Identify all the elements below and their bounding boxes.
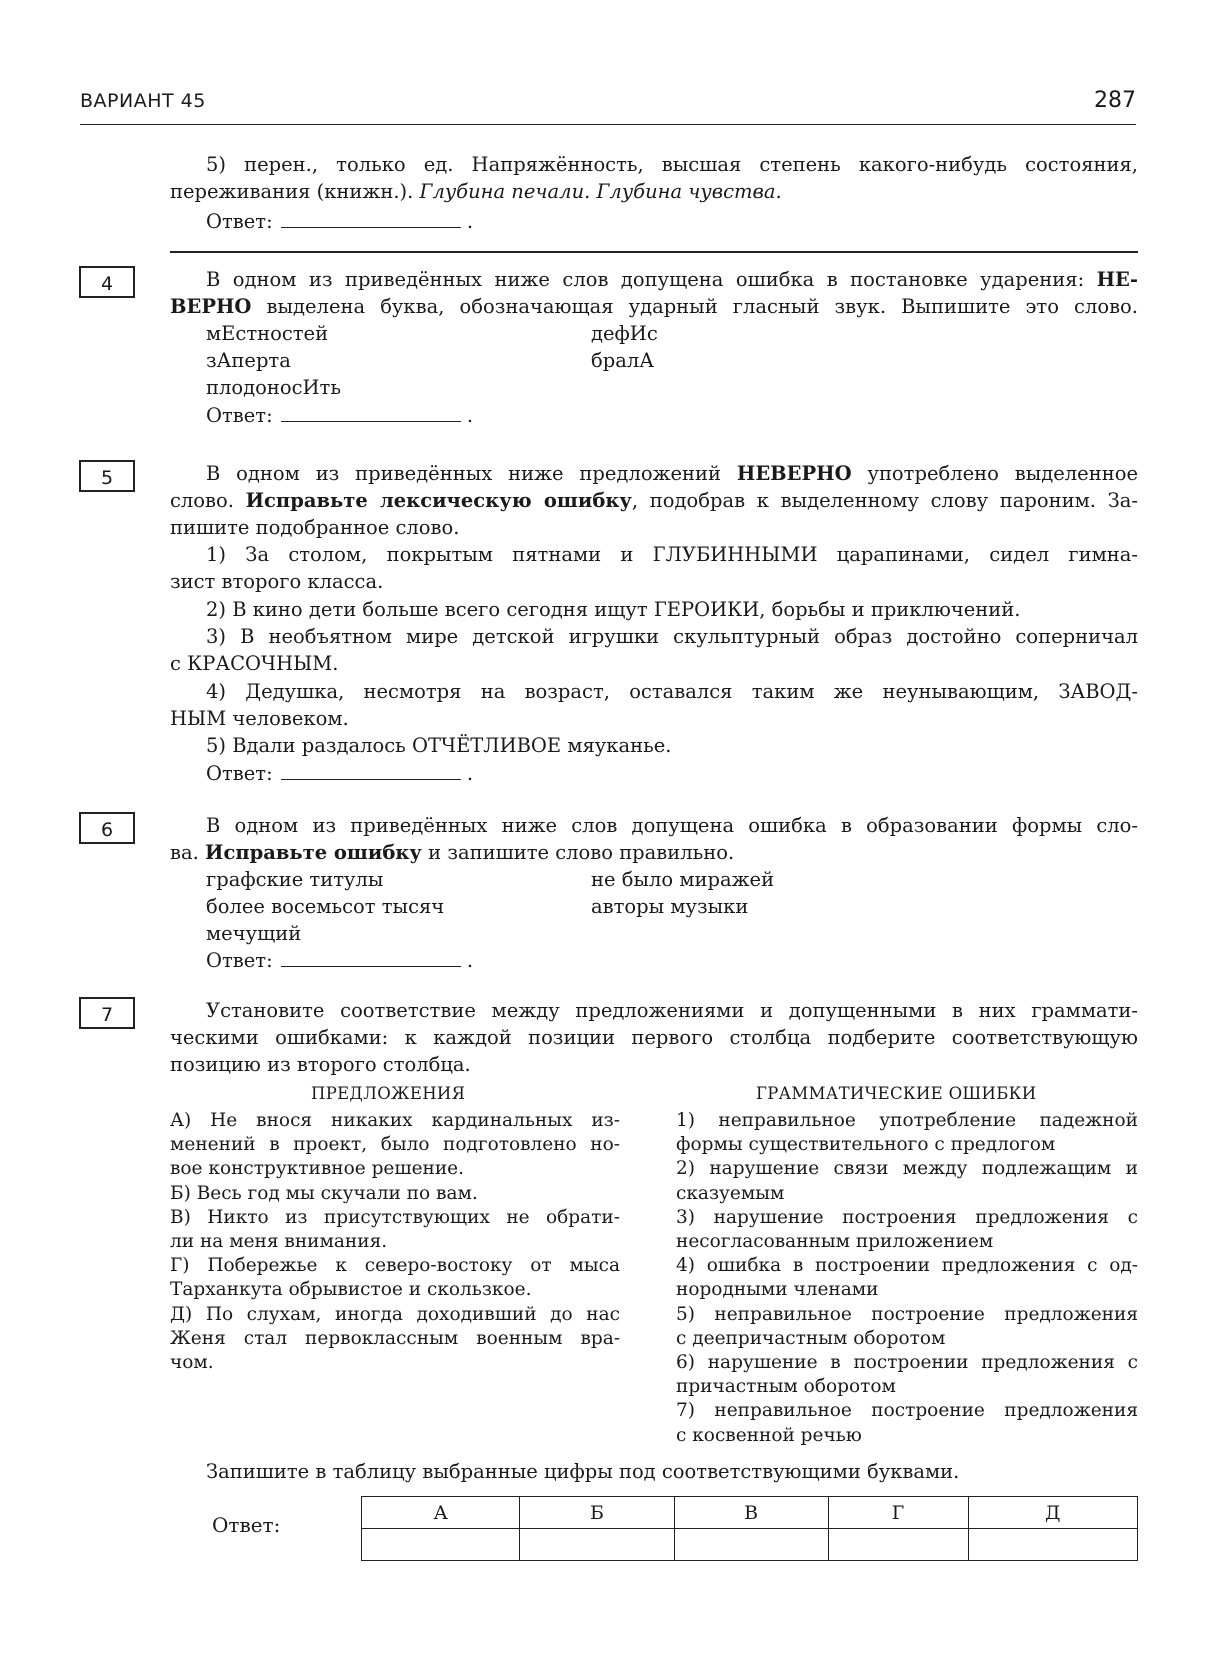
task6-bold: Исправьте ошибку [205, 841, 422, 864]
task-number-4: 4 [79, 266, 135, 298]
answer-label: Ответ: [206, 210, 273, 233]
error-line: 4) ошибка в построении предложения с од- [676, 1255, 1138, 1277]
task7-text: Установите соответствие между предложениями и допущенными в них граммати- [206, 999, 1138, 1022]
page-header [80, 84, 1136, 125]
error-line: 5) неправильное построение предложения [676, 1303, 1138, 1325]
answer-label: Ответ: [206, 762, 273, 785]
task6-text: В одном из приведённых ниже слов допущена ошибка в образовании формы сло- [206, 814, 1138, 837]
page-number: 287 [1094, 88, 1136, 113]
table-header-cell: Г [828, 1497, 968, 1529]
error-line: 3) нарушение построения предложения с [676, 1206, 1138, 1228]
separator [170, 251, 1138, 253]
word-option: бралА [591, 349, 655, 372]
sentence-line: ли на меня внимания. [170, 1231, 388, 1253]
task5-text: , подобрав к выделенному слову пароним. За- [631, 489, 1138, 512]
error-line: нородными членами [676, 1279, 879, 1301]
task-number-7: 7 [79, 997, 135, 1029]
sentence-4-cont: НЫМ человеком. [170, 707, 349, 730]
sentence-line: чом. [170, 1352, 214, 1374]
error-line: формы существительного с предлогом [676, 1134, 1056, 1156]
sentence-line: Д) По слухам, иногда доходивший до нас [170, 1303, 620, 1325]
word-option: мечущий [206, 922, 302, 945]
task5-text: употреблено выделенное [851, 462, 1138, 485]
sentences-column [170, 1109, 620, 1375]
sentence-line: Тарханкута обрывистое и скользкое. [170, 1279, 532, 1301]
sentence-line: вое конструктивное решение. [170, 1158, 465, 1180]
task6-answer: Ответ: . [206, 949, 474, 972]
error-line: с деепричастным оборотом [676, 1327, 946, 1349]
word-option: дефИс [591, 322, 658, 345]
table-header-cell: В [674, 1497, 828, 1529]
answer-label: Ответ: [206, 949, 273, 972]
column-title-right: ГРАММАТИЧЕСКИЕ ОШИБКИ [756, 1084, 1037, 1103]
sentence-5: 5) Вдали раздалось ОТЧЁТЛИВОЕ мяуканье. [206, 734, 672, 757]
error-line: причастным оборотом [676, 1376, 896, 1398]
answer-label: Ответ: [212, 1513, 281, 1537]
answer-table [361, 1496, 1138, 1561]
definition-text-2: переживания (книжн.). [170, 180, 420, 203]
table-header-cell: А [362, 1497, 520, 1529]
answer-line-3: Ответ: . [206, 210, 474, 233]
error-line: несогласованным приложением [676, 1231, 994, 1253]
sentence-text: 1) За столом, покрытым пятнами и ГЛУБИННЫМИ царапинами, сидел гимна- [206, 543, 1138, 566]
task6-text: ва. [170, 841, 206, 864]
word-option: более восемьсот тысяч [206, 895, 445, 918]
word-option: мЕстностей [206, 322, 329, 345]
task5-answer: Ответ: . [206, 762, 474, 785]
task4-line-2 [170, 293, 1138, 320]
column-title-left: ПРЕДЛОЖЕНИЯ [311, 1084, 466, 1103]
task4-line-1 [206, 266, 1138, 293]
task7-line-1 [206, 997, 1138, 1024]
sentence-line: Женя стал первоклассным военным вра- [170, 1327, 620, 1349]
sentence-line: В) Никто из присутствующих не обрати- [170, 1206, 620, 1228]
word-option: зАперта [206, 349, 291, 372]
sentence-line: Г) Побережье к северо-востоку от мыса [170, 1255, 620, 1277]
error-line: с косвенной речью [676, 1424, 862, 1446]
sentence-line: менений в проект, было подготовлено но- [170, 1134, 620, 1156]
answer-blank[interactable] [281, 763, 461, 780]
sentence-2: 2) В кино дети больше всего сегодня ищут ГЕРОИКИ, борьбы и приключений. [206, 598, 1021, 621]
task4-answer: Ответ: . [206, 404, 474, 427]
answer-cell[interactable] [520, 1529, 674, 1561]
answer-cell[interactable] [968, 1529, 1137, 1561]
answer-cell[interactable] [674, 1529, 828, 1561]
answer-blank[interactable] [281, 405, 461, 422]
definition-line [206, 151, 1138, 178]
table-header-cell: Д [968, 1497, 1137, 1529]
task-number-6: 6 [79, 812, 135, 844]
table-header-cell: Б [520, 1497, 674, 1529]
sentence-text: 3) В необъятном мире детской игрушки скульптурный образ достойно соперничал [206, 625, 1138, 648]
error-line: 7) неправильное построение предложения [676, 1400, 1138, 1422]
word-option: авторы музыки [591, 895, 749, 918]
answer-cell[interactable] [828, 1529, 968, 1561]
task6-line-1 [206, 812, 1138, 839]
definition-line-2 [170, 178, 1138, 205]
task6-text: и запишите слово правильно. [421, 841, 735, 864]
table-instruction: Запишите в таблицу выбранные цифры под соответствующими буквами. [206, 1460, 960, 1483]
task7-line-3: позицию из второго столбца. [170, 1053, 471, 1076]
task5-bold: Исправьте лексическую ошибку [245, 489, 632, 512]
sentence-line: Б) Весь год мы скучали по вам. [170, 1182, 478, 1204]
sentence-line: А) Не внося никаких кардинальных из- [170, 1110, 620, 1131]
sentence-4 [206, 678, 1138, 705]
answer-blank[interactable] [281, 950, 461, 967]
errors-column [676, 1109, 1138, 1448]
task5-line-3: пишите подобранное слово. [170, 516, 460, 539]
sentence-1-cont: зист второго класса. [170, 570, 384, 593]
task4-bold-2: ВЕРНО [170, 295, 252, 318]
error-line: 2) нарушение связи между подлежащим и [676, 1158, 1138, 1180]
task5-line-1 [206, 460, 1138, 487]
variant-title: ВАРИАНТ 45 [80, 90, 206, 112]
error-line: сказуемым [676, 1182, 785, 1204]
task4-text-2: выделена буква, обозначающая ударный гласный звук. Выпишите это слово. [251, 295, 1138, 318]
task4-text: В одном из приведённых ниже слов допущена ошибка в постановке ударения: [206, 268, 1097, 291]
task7-line-2 [170, 1024, 1138, 1051]
sentence-text: 4) Дедушка, несмотря на возраст, оставался таким же неунывающим, ЗАВОД- [206, 680, 1138, 703]
answer-table-row [362, 1529, 1138, 1561]
error-line: 6) нарушение в построении предложения с [676, 1352, 1138, 1374]
task6-line-2 [170, 839, 1138, 866]
task5-bold: НЕВЕРНО [736, 462, 852, 485]
answer-label: Ответ: [206, 404, 273, 427]
definition-example: Глубина печали. Глубина чувства. [419, 180, 782, 203]
task5-text: В одном из приведённых ниже предложений [206, 462, 737, 485]
error-line: 1) неправильное употребление падежной [676, 1110, 1138, 1131]
sentence-3-cont: с КРАСОЧНЫМ. [170, 652, 339, 675]
answer-blank[interactable] [281, 211, 461, 228]
answer-table-header [362, 1497, 1138, 1529]
sentence-3 [206, 623, 1138, 650]
task4-bold: НЕ- [1096, 268, 1138, 291]
definition-text: 5) перен., только ед. Напряжённость, высшая степень какого-нибудь состояния, [206, 153, 1138, 176]
word-option: плодоносИть [206, 376, 341, 399]
task5-text: слово. [170, 489, 246, 512]
task7-text: ческими ошибками: к каждой позиции первого столбца подберите соответствующую [170, 1026, 1138, 1049]
answer-cell[interactable] [362, 1529, 520, 1561]
task-number-5: 5 [79, 460, 135, 492]
word-option: графские титулы [206, 868, 384, 891]
word-option: не было миражей [591, 868, 775, 891]
task5-line-2 [170, 487, 1138, 514]
sentence-1 [206, 541, 1138, 568]
